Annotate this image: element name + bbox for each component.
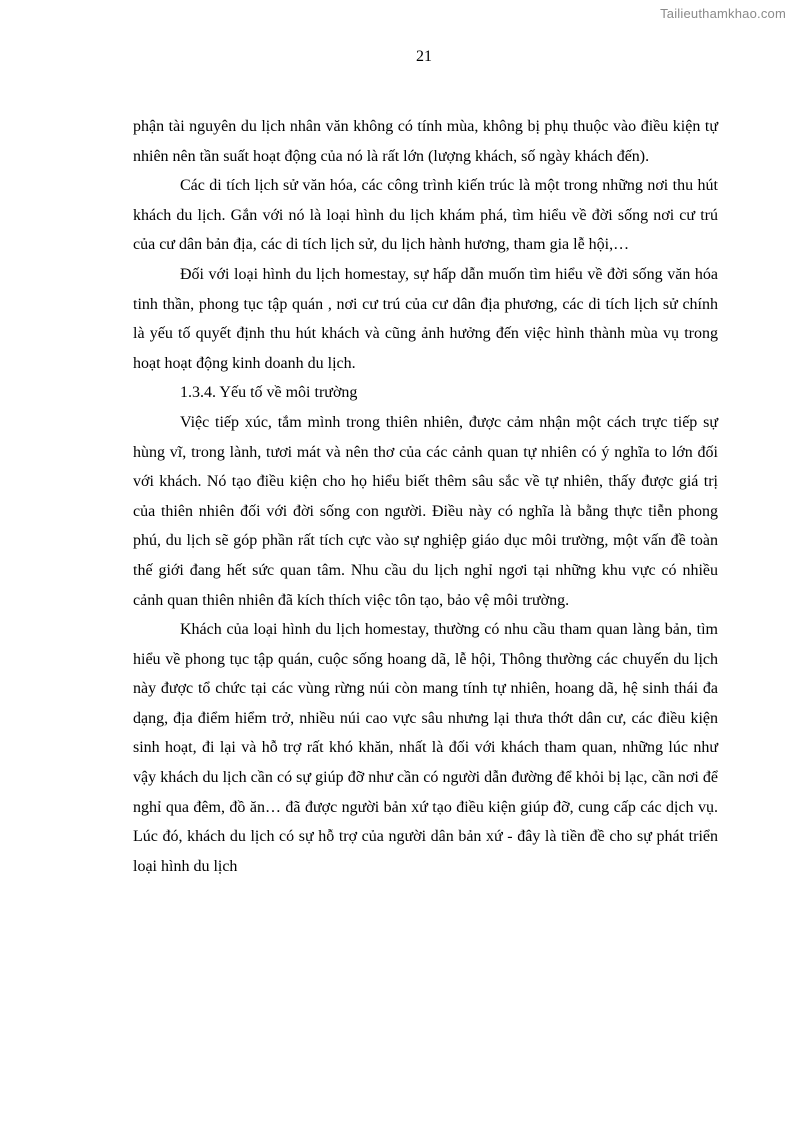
section-heading-environment: 1.3.4. Yếu tố về môi trường [180, 384, 358, 402]
document-body [133, 112, 718, 881]
paragraph-historical-sites: Các di tích lịch sử văn hóa, các công trình kiến trúc là một trong những nơi thu hút khách du lịch. Gắn với nó là loại hình du lịch khám phá, tìm hiểu về đời sống nơi cư trú của cư dân bản địa, các di tích lịch sử, du lịch hành hương, tham gia lễ hội,… [133, 177, 718, 254]
page-number: 21 [416, 48, 432, 65]
paragraph-homestay-culture: Đối với loại hình du lịch homestay, sự hấp dẫn muốn tìm hiểu về đời sống văn hóa tinh thần, phong tục tập quán , nơi cư trú của cư dân địa phương, các di tích lịch sử chính là yếu tố quyết định thu hút khách và cũng ảnh hưởng đến việc hình thành mùa vụ trong hoạt hoạt động kinh doanh du lịch. [133, 265, 718, 372]
watermark-text: Tailieuthamkhao.com [660, 6, 786, 21]
paragraph-continuation: phận tài nguyên du lịch nhân văn không có tính mùa, không bị phụ thuộc vào điều kiện tự nhiên nên tần suất hoạt động của nó là rất lớn (lượng khách, số ngày khách đến). [133, 118, 718, 165]
paragraph-homestay-visitors: Khách của loại hình du lịch homestay, thường có nhu cầu tham quan làng bản, tìm hiểu về phong tục tập quán, cuộc sống hoang dã, lễ hội, Thông thường các chuyến du lịch này được tổ chức tại các vùng rừng núi còn mang tính tự nhiên, hoang dã, hệ sinh thái đa dạng, địa điểm hiểm trở, nhiều núi cao vực sâu nhưng lại thưa thớt dân cư, các điều kiện sinh hoạt, đi lại và hỗ trợ rất khó khăn, nhất là đối với khách tham quan, những lúc như vậy khách du lịch cần có sự giúp đỡ như cần có người dẫn đường để khỏi bị lạc, cần nơi để nghỉ qua đêm, đồ ăn… đã được người bản xứ tạo điều kiện giúp đỡ, cung cấp các dịch vụ. Lúc đó, khách du lịch có sự hỗ trợ của người dân bản xứ - đây là tiền đề cho sự phát triển loại hình du lịch [133, 621, 718, 875]
paragraph-nature-contact: Việc tiếp xúc, tắm mình trong thiên nhiên, được cảm nhận một cách trực tiếp sự hùng vĩ, trong lành, tươi mát và nên thơ của các cảnh quan tự nhiên có ý nghĩa to lớn đối với khách. Nó tạo điều kiện cho họ hiểu biết thêm sâu sắc về tự nhiên, thấy được giá trị của thiên nhiên đối với đời sống con người. Điều này có nghĩa là bằng thực tiễn phong phú, du lịch sẽ góp phần rất tích cực vào sự nghiệp giáo dục môi trường, một vấn đề toàn thế giới đang hết sức quan tâm. Nhu cầu du lịch nghỉ ngơi tại những khu vực có nhiều cảnh quan thiên nhiên đã kích thích việc tôn tạo, bảo vệ môi trường. [133, 413, 718, 609]
